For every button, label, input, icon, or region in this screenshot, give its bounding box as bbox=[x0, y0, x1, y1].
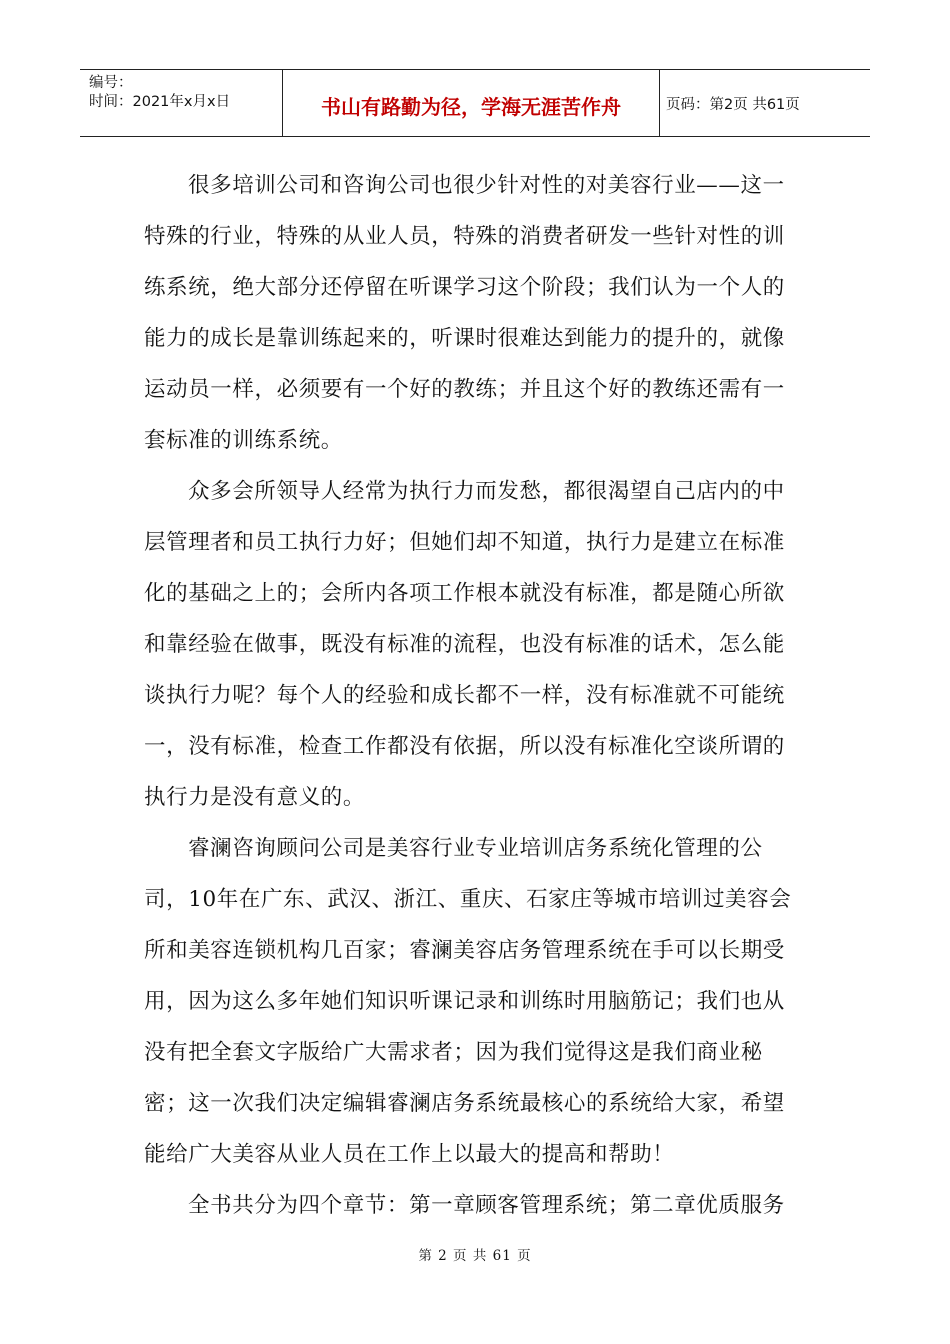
header-motto: 书山有路勤为径，学海无涯苦作舟 bbox=[283, 70, 660, 136]
paragraph-2: 众多会所领导人经常为执行力而发愁，都很渴望自己店内的中层管理者和员工执行力好；但她们却不知道，执行力是建立在标准化的基础之上的；会所内各项工作根本就没有标准，都是随心所欲和靠经验在做事，既没有标准的流程，也没有标准的话术，怎么能谈执行力呢？每个人的经验和成长都不一样，没有标准就不可能统一，没有标准，检查工作都没有依据，所以没有标准化空谈所谓的执行力是没有意义的。 bbox=[144, 479, 785, 810]
paragraph-1: 很多培训公司和咨询公司也很少针对性的对美容行业——这一特殊的行业，特殊的从业人员，特殊的消费者研发一些针对性的训练系统，绝大部分还停留在听课学习这个阶段；我们认为一个人的能力的成长是靠训练起来的，听课时很难达到能力的提升的，就像运动员一样，必须要有一个好的教练；并且这个好的教练还需有一套标准的训练系统。 bbox=[144, 173, 785, 453]
paragraph-4: 全书共分为四个章节：第一章顾客管理系统；第二章优质服务 bbox=[188, 1193, 785, 1218]
paragraph-3: 睿澜咨询顾问公司是美容行业专业培训店务系统化管理的公司，10年在广东、武汉、浙江、重庆、石家庄等城市培训过美容会所和美容连锁机构几百家；睿澜美容店务管理系统在手可以长期受用，因为这么多年她们知识听课记录和训练时用脑筋记；我们也从没有把全套文字版给广大需求者；因为我们觉得这是我们商业秘密；这一次我们决定编辑睿澜店务系统最核心的系统给大家，希望能给广大美容从业人员在工作上以最大的提高和帮助！ bbox=[144, 836, 792, 1167]
header-time-label: 时间：2021年x月x日 bbox=[89, 94, 231, 110]
page-footer: 第 2 页 共 61 页 bbox=[418, 1248, 532, 1264]
document-body bbox=[144, 160, 804, 1231]
header-meta-cell bbox=[80, 70, 283, 136]
header-page-info: 页码：第2页 共61页 bbox=[666, 96, 800, 113]
document-header bbox=[80, 69, 870, 137]
header-number-label: 编号： bbox=[89, 75, 133, 91]
